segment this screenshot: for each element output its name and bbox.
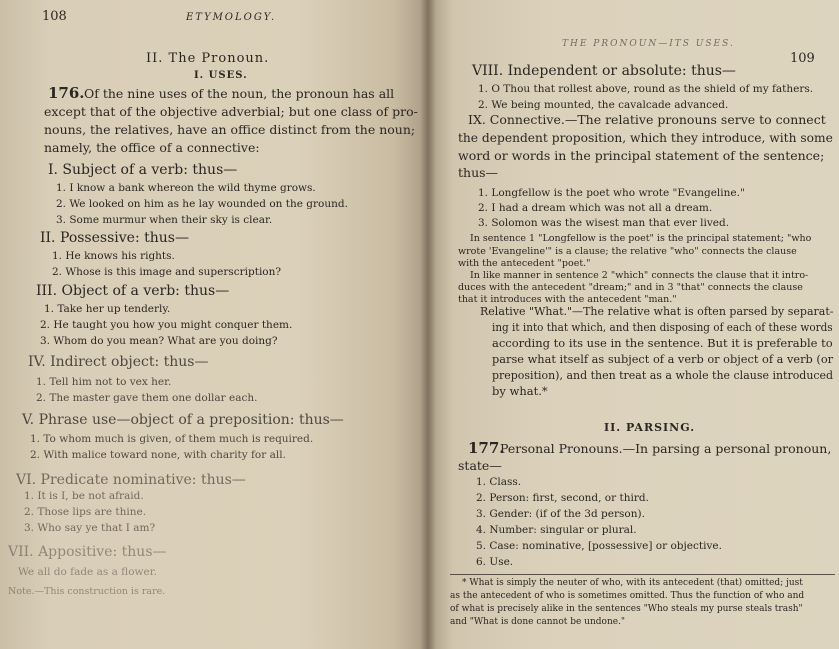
explanation-line: In like manner in sentence 2 "which" connects the clause that it intro- [470,270,809,281]
connective-line: word or words in the principal statement of the sentence; [458,148,825,163]
paragraph-line: except that of the objective adverbial; but one class of pro- [44,104,418,119]
page-number: 109 [790,51,815,66]
use-heading: VI. Predicate nominative: thus— [16,472,246,488]
use-heading: I. Subject of a verb: thus— [48,162,238,178]
example-line: 1. He knows his rights. [52,250,175,262]
section-title: II. The Pronoun. [146,51,270,66]
use-heading: VIII. Independent or absolute: thus— [472,63,736,79]
parsing-item: 5. Case: nominative, [possessive] or objective. [476,540,722,552]
paragraph-number: 177. [468,439,505,457]
parsing-title: II. PARSING. [604,421,696,434]
subsection-title: I. USES. [194,70,248,81]
example-line: 2. The master gave them one dollar each. [36,392,258,404]
parsing-item: 4. Number: singular or plural. [476,524,637,536]
use-heading: II. Possessive: thus— [40,230,189,246]
example-line: 1. Tell him not to vex her. [36,376,172,388]
example-line: 2. Whose is this image and superscription? [52,266,282,278]
footnote-line: * What is simply the neuter of who, with its antecedent (that) omitted; just [462,578,803,588]
footnote-rule [450,574,835,575]
footnote-line: of what is precisely alike in the sentences "Who steals my purse steals trash" [450,604,803,614]
relative-what-line: Relative "What."—The relative what is often parsed by separat- [480,304,834,318]
explanation-line: with the antecedent "poet." [458,258,591,269]
example-line: We all do fade as a flower. [18,566,157,578]
parsing-item: 2. Person: first, second, or third. [476,492,649,504]
paragraph-line: state— [458,458,502,473]
relative-what-line: ing it into that which, and then disposing of each of these words [492,320,833,334]
example-line: 2. We looked on him as he lay wounded on the ground. [56,198,348,210]
running-head: THE PRONOUN—ITS USES. [562,39,735,49]
running-head: ETYMOLOGY. [186,12,277,23]
page-number: 108 [42,9,67,24]
parsing-item: 3. Gender: (if of the 3d person). [476,508,645,520]
example-line: 3. Some murmur when their sky is clear. [56,214,273,226]
use-heading: V. Phrase use—object of a preposition: thus— [22,412,344,428]
paragraph-line: Of the nine uses of the noun, the pronoun has all [84,86,395,101]
use-heading: IV. Indirect object: thus— [28,354,209,370]
connective-line: the dependent proposition, which they introduce, with some [458,130,833,145]
relative-what-line: according to its use in the sentence. But it is preferable to [492,336,833,350]
paragraph-line: namely, the office of a connective: [44,140,260,155]
example-line: 1. O Thou that rollest above, round as the shield of my fathers. [478,83,814,95]
example-line: 1. I know a bank whereon the wild thyme grows. [56,182,316,194]
example-line: 2. I had a dream which was not all a dream. [478,202,713,214]
explanation-line: In sentence 1 "Longfellow is the poet" is the principal statement; "who [470,233,812,244]
right-page [428,0,839,649]
connective-line: thus— [458,165,499,180]
paragraph-line: Personal Pronouns.—In parsing a personal pronoun, [500,441,832,456]
example-line: 3. Whom do you mean? What are you doing? [40,335,278,347]
connective-line: IX. Connective.—The relative pronouns serve to connect [468,112,826,127]
book-gutter [420,0,436,649]
relative-what-line: by what.* [492,384,548,398]
example-line: 2. He taught you how you might conquer them. [40,319,293,331]
use-heading: III. Object of a verb: thus— [36,283,230,299]
paragraph-line: nouns, the relatives, have an office distinct from the noun; [44,122,416,137]
example-line: 1. It is I, be not afraid. [24,490,144,502]
use-heading: VII. Appositive: thus— [8,544,167,560]
example-line: 2. With malice toward none, with charity for all. [30,449,286,461]
example-line: 1. To whom much is given, of them much is required. [30,433,314,445]
example-line: 2. Those lips are thine. [24,506,147,518]
example-line: 1. Take her up tenderly. [44,303,171,315]
example-line: 1. Longfellow is the poet who wrote "Evangeline." [478,187,745,199]
explanation-line: that it introduces with the antecedent "man." [458,294,677,305]
relative-what-line: parse what itself as subject of a verb or object of a verb (or [492,352,834,366]
note-line: Note.—This construction is rare. [8,586,166,597]
explanation-line: duces with the antecedent "dream;" and in 3 "that" connects the clause [458,282,803,293]
example-line: 2. We being mounted, the cavalcade advanced. [478,99,729,111]
relative-what-line: preposition), and then treat as a whole the clause introduced [492,368,834,382]
example-line: 3. Solomon was the wisest man that ever lived. [478,217,730,229]
explanation-line: wrote 'Evangeline'" is a clause; the relative "who" connects the clause [458,246,797,257]
parsing-item: 1. Class. [476,476,522,488]
footnote-line: as the antecedent of who is sometimes omitted. Thus the function of who and [450,591,805,601]
paragraph-number: 176. [48,84,85,102]
footnote-line: and "What is done cannot be undone." [450,617,626,627]
parsing-item: 6. Use. [476,556,514,568]
example-line: 3. Who say ye that I am? [24,522,156,534]
